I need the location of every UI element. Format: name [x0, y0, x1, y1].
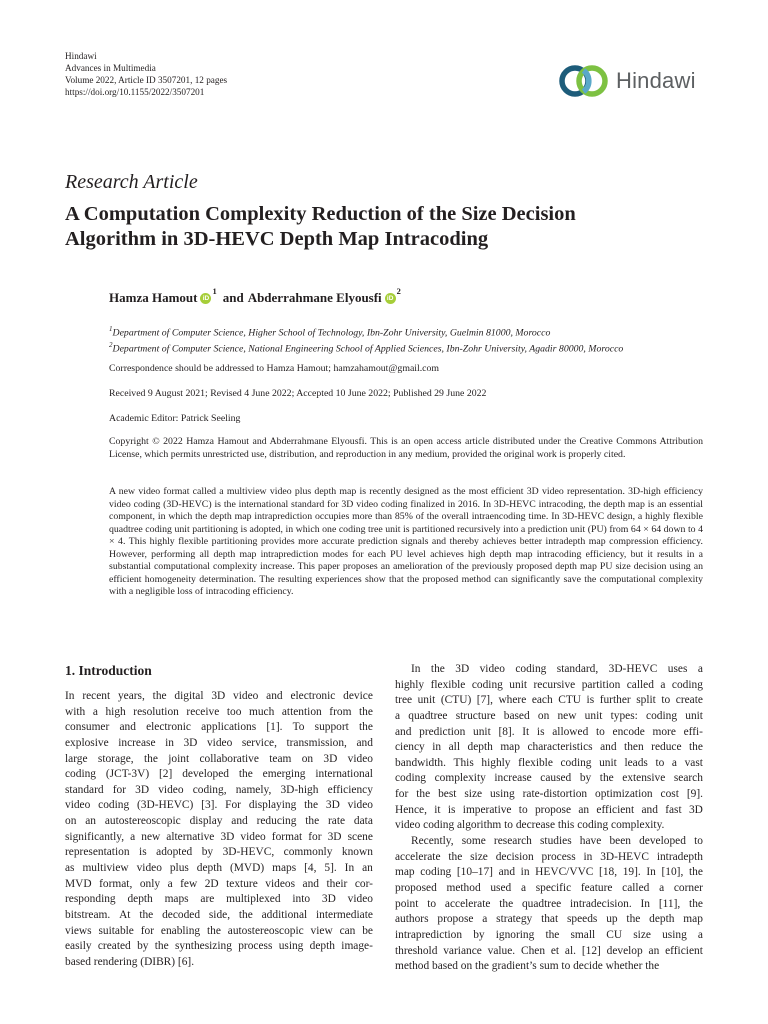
paragraph-line: coding complexity increase caused by the extensive search	[395, 772, 703, 785]
affiliations	[109, 323, 623, 356]
paragraph-line: MVD format, only a few 2D texture videos and their cor-	[65, 877, 373, 890]
paragraph-line: map coding [10–17] and in HEVC/VVC [18, 19]. In [10], the	[395, 866, 703, 879]
publisher-name: Hindawi	[65, 51, 97, 61]
paragraph-line: bitstream. At the decoded side, the additional intermediate	[65, 908, 373, 921]
hindawi-logo-icon	[558, 62, 610, 100]
publication-dates: Received 9 August 2021; Revised 4 June 2022; Accepted 10 June 2022; Published 29 June 2022	[109, 388, 487, 399]
paragraph-line: explosive increase in 3D video service, transmission, and	[65, 736, 373, 749]
correspondence: Correspondence should be addressed to Hamza Hamout; hamzahamout@gmail.com	[109, 363, 440, 374]
title-line-1: A Computation Complexity Reduction of the Size Decision	[65, 203, 576, 225]
paragraph-line: highly flexible coding unit recursive partition called a coding	[395, 678, 703, 691]
orcid-icon[interactable]: iD	[385, 293, 396, 304]
paragraph-line: responding depth maps are multiplexed into 3D video	[65, 893, 373, 906]
paragraph-line: easily created by the synthesizing process using depth image-	[65, 940, 373, 953]
author-joiner: and	[222, 290, 244, 305]
article-type: Research Article	[65, 171, 198, 193]
paragraph-line: tree unit (CTU) [7], where each CTU is further split to create	[395, 694, 703, 707]
author-list: Hamza Hamout iD 1 and Abderrahmane Elyousfi iD 2	[109, 286, 401, 305]
paragraph-line: video coding algorithm to decrease this coding complexity.	[395, 819, 665, 832]
paragraph-line: based rendering (DIBR) [6].	[65, 955, 195, 968]
paragraph-line: consumer and electronic applications [1]. To support the	[65, 721, 373, 734]
volume-info: Volume 2022, Article ID 3507201, 12 pages	[65, 75, 228, 85]
paragraph-line: In the 3D video coding standard, 3D-HEVC uses a	[411, 663, 703, 675]
academic-editor: Academic Editor: Patrick Seeling	[109, 413, 241, 424]
paragraph-line: with a high resolution receive too much attention from the	[65, 705, 373, 718]
paper-title	[65, 202, 705, 252]
paragraph-line: bandwidth. This highly flexible coding unit leads to a vast	[395, 756, 703, 769]
paragraph-line: accelerate the size decision process in 3D-HEVC intradepth	[395, 850, 703, 863]
paragraph-line: Hence, it is imperative to propose an efficient and fast 3D	[395, 803, 703, 816]
journal-header	[65, 50, 227, 98]
paragraph-line: Recently, some research studies have been developed to	[411, 835, 703, 848]
orcid-icon[interactable]: iD	[200, 293, 211, 304]
section-heading: 1. Introduction	[65, 663, 152, 678]
paragraph-line: coding (JCT-3V) [2] developed the emerging international	[65, 768, 373, 781]
paragraph-line: views suitable for enabling the autostereoscopic view can be	[65, 924, 373, 937]
paragraph-line: point to accelerate the quadtree intradecision. In [11], the	[395, 897, 703, 910]
affiliation-item: $^2$Department of Computer Science, National Engineering School of Applied Sciences, Ibn-Zohr University, Agadir 80000, Morocco	[109, 341, 624, 355]
abstract: A new video format called a multiview video plus depth map is recently designed as the most efficient 3D video representation. 3D-high efficiency video coding (3D-HEVC) is the international standard for 3D video coding finalized in 2016. In 3D-HEVC intracoding, the depth map is an essential component, in which the depth map intraprediction occupies more than 85% of the overall intraencoding time. In 3D-HEVC design, a highly flexible quadtree coding unit partitioning is adopted, in which one coding tree unit is partitioned recursively into a prediction unit (PU) from 64 × 64 down to 4 × 4. This highly flexible partitioning provides more accurate prediction signals and thereby achieves better intradepth map compression efficiency. However, performing all depth map intraprediction modes for each PU level achieves high depth map intracoding efficiency, but it results in a substantial computational complexity increase. This paper proposes an amelioration of the previously proposed depth map PU size decision using an efficient homogeneity determination. The resulting experiences show that the proposed method can significantly save the computational complexity with a negligible loss of intracoding efficiency.	[109, 486, 703, 597]
affiliation-item: $^1$Department of Computer Science, Higher School of Technology, Ibn-Zohr University, Guelmin 81000, Morocco	[109, 325, 551, 339]
paragraph-line: video coding (3D-HEVC) [3]. For displaying the 3D video	[65, 799, 373, 812]
paragraph-line: ciency in all depth map characteristics and then reduce the	[395, 741, 703, 754]
logo-wordmark: Hindawi	[616, 68, 696, 93]
paragraph-line: a quadtree structure based on new unit types: coding unit	[395, 709, 703, 722]
doi-link[interactable]: https://doi.org/10.1155/2022/3507201	[65, 87, 205, 97]
journal-name: Advances in Multimedia	[65, 63, 156, 73]
paragraph-line: on an autostereoscopic display and reducing the rate data	[65, 815, 373, 828]
body-column-right	[395, 662, 703, 975]
title-line-2: Algorithm in 3D-HEVC Depth Map Intracoding	[65, 228, 489, 250]
body-column-left	[65, 689, 373, 971]
paragraph-line: threshold variance value. Chen et al. [12] develop an efficient	[395, 944, 703, 957]
paragraph-line: method based on the gradient’s sum to decide whether the	[395, 960, 660, 973]
paragraph-line: In recent years, the digital 3D video and electronic device	[65, 690, 373, 702]
paragraph-line: proposed method used a specific feature called a corner	[395, 881, 703, 894]
author-name: Hamza Hamout	[109, 290, 198, 305]
paragraph-line: as multiview video plus depth (MVD) maps [4, 5]. In an	[65, 862, 373, 875]
copyright-notice: Copyright © 2022 Hamza Hamout and Abderrahmane Elyousfi. This is an open access article distributed under the Creative Commons Attribution License, which permits unrestricted use, distribution, and reproduction in any medium, provided the original work is properly cited.	[109, 436, 703, 460]
paragraph-line: large storage, the joint collaborative team on 3D video	[65, 752, 373, 765]
hindawi-logo	[558, 62, 696, 100]
paragraph-line: for the best size using rate-distortion optimization cost [9].	[395, 788, 703, 801]
paragraph-line: representation is adopted by 3D-HEVC, commonly known	[65, 846, 373, 859]
paragraph-line: significantly, a new alternative 3D video format for 3D scene	[65, 830, 373, 843]
author-name: Abderrahmane Elyousfi	[247, 290, 382, 305]
paragraph-line: authors propose a strategy that speeds up the depth map	[395, 913, 703, 926]
paragraph-line: intraprediction by ignoring the small CU size using a	[395, 928, 703, 941]
paragraph-line: and prediction unit [8]. It is allowed to encode more effi-	[395, 725, 703, 738]
paragraph-line: standard for 3D video coding, namely, 3D-high efficiency	[65, 783, 373, 796]
